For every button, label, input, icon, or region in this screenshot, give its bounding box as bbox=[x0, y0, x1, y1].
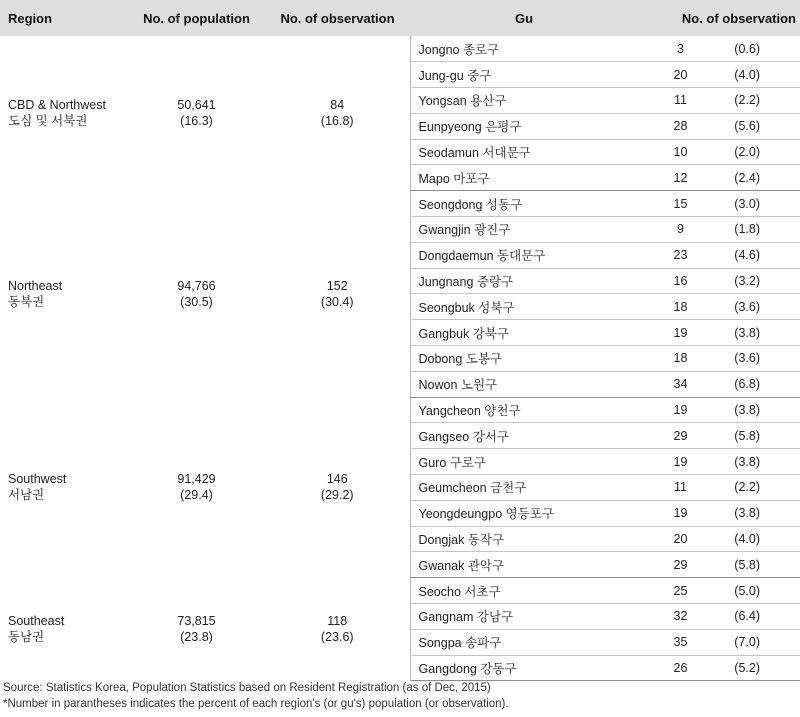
gu-observation-percent: (3.8) bbox=[721, 320, 800, 346]
gu-name: Nowon 노원구 bbox=[410, 371, 638, 397]
observation-value: 146 bbox=[326, 472, 348, 487]
gu-name: Dongjak 동작구 bbox=[410, 526, 638, 552]
gu-observation-percent: (4.6) bbox=[721, 242, 800, 268]
gu-name: Gwanak 관악구 bbox=[410, 552, 638, 578]
population-value: 91,429 bbox=[177, 472, 216, 487]
region-name-en: Southeast bbox=[8, 614, 65, 629]
gu-name: Gangseo 강서구 bbox=[410, 423, 638, 449]
gu-observation-count: 23 bbox=[638, 242, 721, 268]
gu-observation-count: 12 bbox=[638, 165, 721, 191]
region-name-en: Southwest bbox=[8, 472, 67, 487]
gu-observation-count: 29 bbox=[638, 423, 721, 449]
gu-name: Dobong 도봉구 bbox=[410, 346, 638, 372]
gu-observation-percent: (6.8) bbox=[721, 371, 800, 397]
observation-percent: (30.4) bbox=[320, 294, 354, 309]
gu-observation-count: 26 bbox=[638, 655, 721, 681]
gu-observation-count: 28 bbox=[638, 113, 721, 139]
population-percent: (16.3) bbox=[180, 114, 213, 129]
gu-name: Yeongdeungpo 영등포구 bbox=[410, 500, 638, 526]
gu-observation-percent: (4.0) bbox=[721, 62, 800, 88]
gu-name: Gangbuk 강북구 bbox=[410, 320, 638, 346]
gu-name: Guro 구로구 bbox=[410, 449, 638, 475]
gu-name: Gangnam 강남구 bbox=[410, 604, 638, 630]
gu-observation-percent: (1.8) bbox=[721, 217, 800, 243]
gu-name: Dongdaemun 동대문구 bbox=[410, 242, 638, 268]
gu-name: Mapo 마포구 bbox=[410, 165, 638, 191]
gu-observation-percent: (5.2) bbox=[721, 655, 800, 681]
observation-percent: (29.2) bbox=[320, 488, 354, 503]
gu-observation-count: 29 bbox=[638, 552, 721, 578]
observation-cell bbox=[265, 191, 410, 397]
population-cell bbox=[128, 191, 265, 397]
population-value: 50,641 bbox=[177, 98, 216, 113]
gu-name: Yangcheon 양천구 bbox=[410, 397, 638, 423]
gu-observation-count: 20 bbox=[638, 526, 721, 552]
gu-observation-count: 25 bbox=[638, 578, 721, 604]
gu-observation-count: 19 bbox=[638, 449, 721, 475]
gu-observation-percent: (7.0) bbox=[721, 629, 800, 655]
gu-observation-count: 35 bbox=[638, 629, 721, 655]
gu-observation-percent: (3.8) bbox=[721, 449, 800, 475]
gu-name: Gwangjin 광진구 bbox=[410, 217, 638, 243]
gu-observation-percent: (3.0) bbox=[721, 191, 800, 217]
population-cell bbox=[128, 397, 265, 578]
header-region: Region bbox=[8, 10, 53, 26]
gu-name: Seongdong 성동구 bbox=[410, 191, 638, 217]
gu-name: Seodamun 서대문구 bbox=[410, 139, 638, 165]
gu-observation-percent: (3.6) bbox=[721, 346, 800, 372]
gu-observation-percent: (6.4) bbox=[721, 604, 800, 630]
gu-observation-count: 18 bbox=[638, 346, 721, 372]
header-gu: Gu bbox=[514, 10, 534, 26]
observation-cell bbox=[265, 397, 410, 578]
source-note: Source: Statistics Korea, Population Statistics based on Resident Registration (as of Dec, 2015) bbox=[3, 682, 491, 694]
gu-observation-percent: (5.8) bbox=[721, 552, 800, 578]
gu-name: Gangdong 강동구 bbox=[410, 655, 638, 681]
header-population: No. of population bbox=[143, 10, 250, 26]
population-value: 73,815 bbox=[177, 614, 216, 629]
population-cell bbox=[128, 578, 265, 681]
gu-name: Songpa 송파구 bbox=[410, 629, 638, 655]
gu-observation-count: 19 bbox=[638, 397, 721, 423]
observation-cell bbox=[265, 36, 410, 191]
region-name-en: Northeast bbox=[8, 278, 63, 293]
gu-observation-count: 19 bbox=[638, 320, 721, 346]
gu-observation-count: 19 bbox=[638, 500, 721, 526]
gu-observation-percent: (5.8) bbox=[721, 423, 800, 449]
gu-observation-percent: (3.8) bbox=[721, 397, 800, 423]
gu-observation-percent: (0.6) bbox=[721, 36, 800, 62]
parentheses-note: *Number in parantheses indicates the percent of each region's (or gu's) population (or observation). bbox=[3, 698, 509, 710]
gu-observation-count: 20 bbox=[638, 62, 721, 88]
gu-observation-count: 32 bbox=[638, 604, 721, 630]
region-cell bbox=[0, 578, 128, 681]
region-name-en: CBD & Northwest bbox=[8, 98, 106, 113]
gu-observation-percent: (2.4) bbox=[721, 165, 800, 191]
observation-percent: (16.8) bbox=[320, 114, 354, 129]
region-name-ko: 서남권 bbox=[8, 488, 45, 503]
observation-percent: (23.6) bbox=[320, 630, 354, 645]
observation-value: 118 bbox=[327, 614, 348, 629]
population-value: 94,766 bbox=[177, 278, 216, 293]
population-percent: (23.8) bbox=[180, 630, 213, 645]
observation-cell bbox=[265, 578, 410, 681]
region-name-ko: 동북권 bbox=[8, 294, 45, 309]
gu-name: Yongsan 용산구 bbox=[410, 88, 638, 114]
gu-name: Jung-gu 중구 bbox=[410, 62, 638, 88]
table-body bbox=[0, 36, 800, 681]
table-row bbox=[0, 191, 800, 217]
gu-observation-percent: (2.2) bbox=[721, 475, 800, 501]
gu-observation-percent: (4.0) bbox=[721, 526, 800, 552]
gu-name: Jongno 종로구 bbox=[410, 36, 638, 62]
gu-name: Seocho 서초구 bbox=[410, 578, 638, 604]
region-name-ko: 동남권 bbox=[8, 630, 45, 645]
region-cell bbox=[0, 36, 128, 191]
header-row bbox=[0, 0, 800, 36]
table-row bbox=[0, 397, 800, 423]
region-cell bbox=[0, 191, 128, 397]
gu-observation-percent: (3.2) bbox=[721, 268, 800, 294]
population-percent: (29.4) bbox=[180, 488, 213, 503]
gu-observation-count: 3 bbox=[638, 36, 721, 62]
gu-observation-percent: (2.0) bbox=[721, 139, 800, 165]
population-percent: (30.5) bbox=[180, 294, 213, 309]
gu-observation-percent: (2.2) bbox=[721, 88, 800, 114]
region-name-ko: 도심 및 서북권 bbox=[8, 114, 88, 129]
observation-value: 84 bbox=[330, 98, 345, 113]
gu-observation-count: 15 bbox=[638, 191, 721, 217]
population-cell bbox=[128, 36, 265, 191]
table-row bbox=[0, 36, 800, 62]
gu-name: Geumcheon 금천구 bbox=[410, 475, 638, 501]
gu-observation-percent: (3.6) bbox=[721, 294, 800, 320]
gu-observation-percent: (5.6) bbox=[721, 113, 800, 139]
gu-observation-count: 9 bbox=[638, 217, 721, 243]
gu-observation-count: 11 bbox=[638, 88, 721, 114]
gu-observation-count: 11 bbox=[638, 475, 721, 501]
header-gu-observation: No. of observation bbox=[681, 10, 796, 26]
gu-observation-count: 18 bbox=[638, 294, 721, 320]
gu-observation-percent: (5.0) bbox=[721, 578, 800, 604]
observation-value: 152 bbox=[326, 278, 348, 293]
footnote bbox=[3, 680, 509, 712]
table-row bbox=[0, 578, 800, 604]
region-cell bbox=[0, 397, 128, 578]
gu-observation-count: 34 bbox=[638, 371, 721, 397]
gu-observation-count: 16 bbox=[638, 268, 721, 294]
header-observation: No. of observation bbox=[280, 10, 395, 26]
gu-name: Eunpyeong 은평구 bbox=[410, 113, 638, 139]
gu-name: Jungnang 중랑구 bbox=[410, 268, 638, 294]
gu-observation-percent: (3.8) bbox=[721, 500, 800, 526]
gu-observation-count: 10 bbox=[638, 139, 721, 165]
gu-name: Seongbuk 성북구 bbox=[410, 294, 638, 320]
